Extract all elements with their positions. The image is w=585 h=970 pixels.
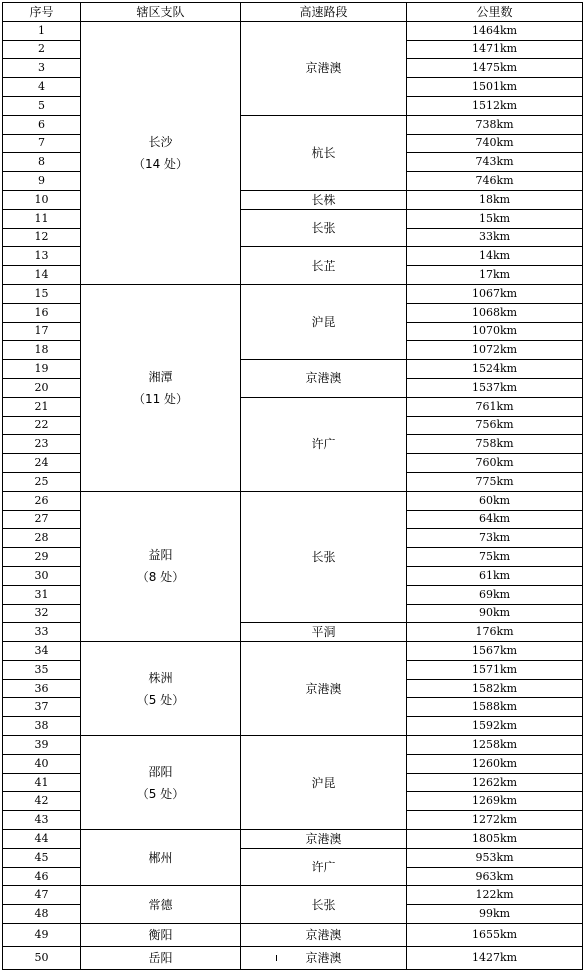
km-cell: 17km [407, 266, 583, 285]
header-team: 辖区支队 [81, 3, 241, 22]
row-number: 25 [3, 472, 81, 491]
row-number: 36 [3, 679, 81, 698]
km-cell: 1655km [407, 924, 583, 947]
km-cell: 14km [407, 247, 583, 266]
km-cell: 73km [407, 529, 583, 548]
km-cell: 953km [407, 848, 583, 867]
km-cell: 1471km [407, 40, 583, 59]
team-name: 岳阳 [148, 951, 173, 966]
km-cell: 756km [407, 416, 583, 435]
row-number: 38 [3, 717, 81, 736]
team-cell [81, 924, 241, 947]
row-number: 21 [3, 397, 81, 416]
km-cell: 1537km [407, 378, 583, 397]
km-cell: 1588km [407, 698, 583, 717]
row-number: 34 [3, 642, 81, 661]
row-number: 3 [3, 59, 81, 78]
road-cell: 杭长 [241, 115, 407, 190]
row-number: 33 [3, 623, 81, 642]
row-number: 19 [3, 360, 81, 379]
row-number: 4 [3, 78, 81, 97]
km-cell: 1072km [407, 341, 583, 360]
km-cell: 1272km [407, 811, 583, 830]
team-cell [81, 830, 241, 886]
row-number: 50 [3, 947, 81, 970]
km-cell: 1269km [407, 792, 583, 811]
km-cell: 64km [407, 510, 583, 529]
km-cell: 90km [407, 604, 583, 623]
table-row [3, 491, 583, 510]
km-cell: 1571km [407, 660, 583, 679]
team-cell [81, 284, 241, 491]
km-cell: 18km [407, 190, 583, 209]
km-cell: 176km [407, 623, 583, 642]
table-row [3, 924, 583, 947]
km-cell: 122km [407, 886, 583, 905]
team-name: 长沙 [148, 134, 173, 149]
team-cell [81, 947, 241, 970]
table-row [3, 947, 583, 970]
km-cell: 1501km [407, 78, 583, 97]
road-cell: 长株 [241, 190, 407, 209]
km-cell: 75km [407, 548, 583, 567]
row-number: 41 [3, 773, 81, 792]
row-number: 28 [3, 529, 81, 548]
team-cell [81, 642, 241, 736]
team-count: （14 处） [132, 156, 189, 171]
table-row [3, 830, 583, 849]
row-number: 6 [3, 115, 81, 134]
km-cell: 746km [407, 172, 583, 191]
km-cell: 760km [407, 454, 583, 473]
row-number: 26 [3, 491, 81, 510]
row-number: 15 [3, 284, 81, 303]
team-name: 常德 [148, 897, 173, 912]
row-number: 48 [3, 905, 81, 924]
header-km: 公里数 [407, 3, 583, 22]
row-number: 9 [3, 172, 81, 191]
row-number: 40 [3, 754, 81, 773]
team-cell [81, 491, 241, 641]
team-cell [81, 736, 241, 830]
table-row [3, 886, 583, 905]
km-cell: 775km [407, 472, 583, 491]
km-cell: 1067km [407, 284, 583, 303]
row-number: 2 [3, 40, 81, 59]
road-cell: 许广 [241, 848, 407, 886]
km-cell: 69km [407, 585, 583, 604]
row-number: 17 [3, 322, 81, 341]
page-edge-mark [276, 955, 277, 961]
row-number: 30 [3, 566, 81, 585]
km-cell: 1524km [407, 360, 583, 379]
km-cell: 60km [407, 491, 583, 510]
team-count: （5 处） [136, 786, 185, 801]
team-cell [81, 886, 241, 924]
team-name: 湘潭 [148, 369, 173, 384]
team-count: （8 处） [136, 570, 185, 585]
row-number: 20 [3, 378, 81, 397]
row-number: 11 [3, 209, 81, 228]
team-name: 郴州 [148, 850, 173, 865]
team-name: 株洲 [148, 670, 173, 685]
km-cell: 1805km [407, 830, 583, 849]
row-number: 31 [3, 585, 81, 604]
table-row [3, 21, 583, 40]
row-number: 18 [3, 341, 81, 360]
km-cell: 963km [407, 867, 583, 886]
row-number: 8 [3, 153, 81, 172]
row-number: 14 [3, 266, 81, 285]
road-cell: 京港澳 [241, 21, 407, 115]
road-cell: 京港澳 [241, 924, 407, 947]
km-cell: 1475km [407, 59, 583, 78]
road-cell: 长张 [241, 209, 407, 247]
km-cell: 761km [407, 397, 583, 416]
row-number: 47 [3, 886, 81, 905]
row-number: 23 [3, 435, 81, 454]
row-number: 37 [3, 698, 81, 717]
table-row [3, 284, 583, 303]
km-cell: 738km [407, 115, 583, 134]
table-row [3, 736, 583, 755]
row-number: 16 [3, 303, 81, 322]
team-name: 衡阳 [148, 928, 173, 943]
row-number: 27 [3, 510, 81, 529]
km-cell: 1262km [407, 773, 583, 792]
row-number: 42 [3, 792, 81, 811]
km-cell: 1582km [407, 679, 583, 698]
row-number: 5 [3, 96, 81, 115]
row-number: 49 [3, 924, 81, 947]
highway-table [2, 2, 583, 970]
road-cell: 京港澳 [241, 947, 407, 970]
km-cell: 740km [407, 134, 583, 153]
road-cell: 长张 [241, 491, 407, 623]
team-name: 邵阳 [148, 764, 173, 779]
road-cell: 长芷 [241, 247, 407, 285]
row-number: 12 [3, 228, 81, 247]
km-cell: 1070km [407, 322, 583, 341]
km-cell: 1464km [407, 21, 583, 40]
header-row [3, 3, 583, 22]
km-cell: 1512km [407, 96, 583, 115]
row-number: 45 [3, 848, 81, 867]
km-cell: 1592km [407, 717, 583, 736]
km-cell: 99km [407, 905, 583, 924]
km-cell: 743km [407, 153, 583, 172]
road-cell: 沪昆 [241, 736, 407, 830]
km-cell: 61km [407, 566, 583, 585]
km-cell: 1427km [407, 947, 583, 970]
km-cell: 1258km [407, 736, 583, 755]
row-number: 13 [3, 247, 81, 266]
row-number: 7 [3, 134, 81, 153]
team-count: （11 处） [132, 391, 189, 406]
km-cell: 758km [407, 435, 583, 454]
road-cell: 许广 [241, 397, 407, 491]
km-cell: 1567km [407, 642, 583, 661]
km-cell: 1260km [407, 754, 583, 773]
header-no: 序号 [3, 3, 81, 22]
row-number: 10 [3, 190, 81, 209]
team-cell [81, 21, 241, 284]
row-number: 35 [3, 660, 81, 679]
table-row [3, 642, 583, 661]
team-count: （5 处） [136, 692, 185, 707]
row-number: 44 [3, 830, 81, 849]
road-cell: 京港澳 [241, 360, 407, 398]
table-body [3, 3, 583, 970]
row-number: 32 [3, 604, 81, 623]
km-cell: 15km [407, 209, 583, 228]
road-cell: 京港澳 [241, 830, 407, 849]
row-number: 24 [3, 454, 81, 473]
row-number: 22 [3, 416, 81, 435]
km-cell: 33km [407, 228, 583, 247]
team-name: 益阳 [148, 548, 173, 563]
row-number: 29 [3, 548, 81, 567]
row-number: 43 [3, 811, 81, 830]
row-number: 1 [3, 21, 81, 40]
row-number: 39 [3, 736, 81, 755]
header-road: 高速路段 [241, 3, 407, 22]
road-cell: 沪昆 [241, 284, 407, 359]
road-cell: 京港澳 [241, 642, 407, 736]
road-cell: 平洞 [241, 623, 407, 642]
row-number: 46 [3, 867, 81, 886]
km-cell: 1068km [407, 303, 583, 322]
road-cell: 长张 [241, 886, 407, 924]
